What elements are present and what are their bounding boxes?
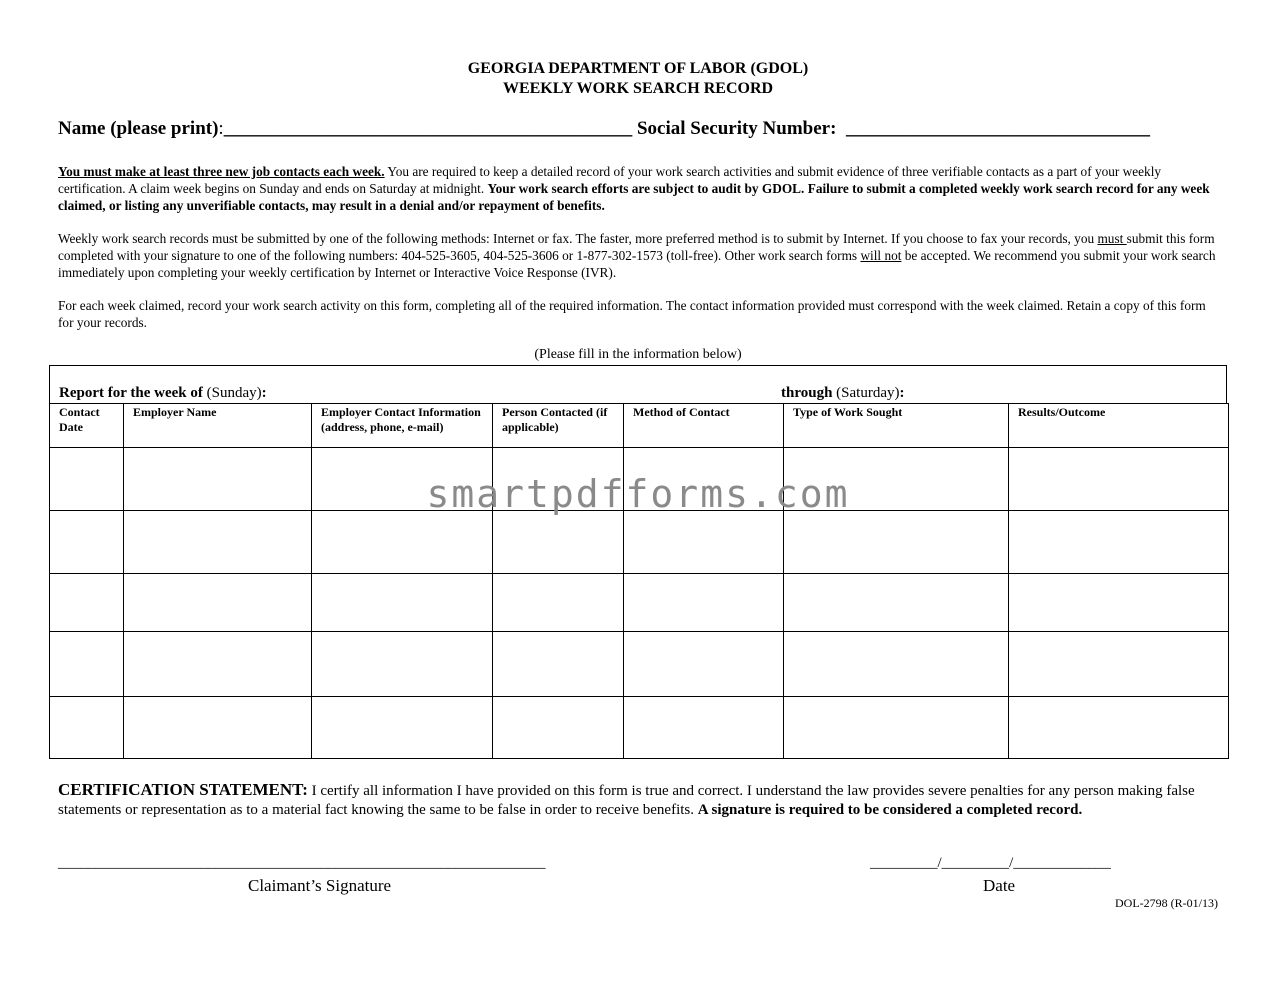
cell-method[interactable] — [624, 511, 784, 574]
name-label: Name — [58, 118, 106, 139]
cell-work-type[interactable] — [784, 574, 1009, 632]
will-not-emphasis: will not — [860, 248, 902, 263]
col-employer-contact-info: Employer Contact Information (address, phone, e-mail) — [312, 404, 493, 448]
form-number: DOL-2798 (R-01/13) — [1115, 896, 1218, 910]
col-results-outcome: Results/Outcome — [1009, 404, 1229, 448]
table-row — [50, 511, 1229, 574]
week-end-paren: (Saturday) — [832, 385, 900, 401]
cell-work-type[interactable] — [784, 632, 1009, 697]
cell-employer-contact[interactable] — [312, 511, 493, 574]
instructions-paragraph-1 — [58, 163, 1223, 214]
form-title-line1: GEORGIA DEPARTMENT OF LABOR (GDOL) — [467, 60, 809, 77]
cell-employer-name[interactable] — [124, 511, 312, 574]
date-label: Date — [983, 876, 1016, 895]
week-end-bold: through — [781, 385, 833, 401]
cell-person-contacted[interactable] — [493, 632, 624, 697]
cell-employer-name[interactable] — [124, 697, 312, 759]
cell-contact-date[interactable] — [50, 632, 124, 697]
name-colon: : — [218, 118, 224, 139]
cell-person-contacted[interactable] — [493, 697, 624, 759]
week-start-label[interactable] — [59, 385, 267, 402]
audit-warning: Your work search efforts are subject to audit by GDOL. Failure to submit a completed weekly work search record for any week claimed, or listing any unverifiable contacts, may result in a denial and/or repayment of benefits. — [58, 181, 1210, 213]
cell-employer-contact[interactable] — [312, 448, 493, 511]
table-row — [50, 632, 1229, 697]
paragraph-2-text-1: Weekly work search records must be submitted by one of the following methods: Internet or fax. The faster, more preferred method is to submit by Internet. If you choose to fax your records, you — [58, 231, 1098, 246]
col-method-of-contact: Method of Contact — [624, 404, 784, 448]
must-emphasis: must — [1097, 231, 1127, 246]
cell-method[interactable] — [624, 448, 784, 511]
paragraph-2-text-2: submit this form completed with your signature to one of the following numbers: 404-525-3605, 404-525-3606 or 1-877-302-1573 (toll-free). Other work search forms — [58, 231, 1215, 263]
week-start-paren: (Sunday) — [202, 385, 262, 401]
cell-result[interactable] — [1009, 574, 1229, 632]
cell-employer-contact[interactable] — [312, 632, 493, 697]
col-contact-date: Contact Date — [50, 404, 124, 448]
cell-result[interactable] — [1009, 448, 1229, 511]
cell-result[interactable] — [1009, 511, 1229, 574]
cell-employer-name[interactable] — [124, 574, 312, 632]
cell-person-contacted[interactable] — [493, 511, 624, 574]
cell-person-contacted[interactable] — [493, 574, 624, 632]
cell-contact-date[interactable] — [50, 448, 124, 511]
table-header-row — [50, 404, 1229, 448]
cell-contact-date[interactable] — [50, 511, 124, 574]
cell-contact-date[interactable] — [50, 697, 124, 759]
paragraph-1-text: You are required to keep a detailed record of your work search activities and submit evidence of three verifiable contacts as a part of your weekly certification. A claim week begins on Sunday and ends on Saturday at midnight. — [58, 164, 1162, 196]
instructions-paragraph-2 — [58, 230, 1223, 281]
certification-text: I certify all information I have provided on this form is true and correct. I understand the law provides severe penalties for any person making false statements or representation as to a material fact knowing the same to be false in order to receive benefits. — [58, 783, 1195, 818]
certification-statement — [58, 780, 1223, 820]
cell-employer-contact[interactable] — [312, 697, 493, 759]
cell-result[interactable] — [1009, 697, 1229, 759]
watermark-text: smartpdfforms.com — [426, 472, 850, 516]
signature-field[interactable]: _________________________________________________________________ — [58, 855, 546, 871]
ssn-field[interactable]: ________________________________ — [845, 118, 1150, 139]
signature-requirement: A signature is required to be considered a completed record. — [697, 802, 1083, 818]
col-type-of-work: Type of Work Sought — [784, 404, 1009, 448]
week-end-colon: : — [899, 385, 905, 401]
col-person-contacted: Person Contacted (if applicable) — [493, 404, 624, 448]
cell-employer-name[interactable] — [124, 448, 312, 511]
cell-work-type[interactable] — [784, 697, 1009, 759]
cell-work-type[interactable] — [784, 511, 1009, 574]
name-ssn-row — [58, 118, 1150, 140]
cell-person-contacted[interactable] — [493, 448, 624, 511]
week-end-label[interactable] — [781, 385, 904, 402]
date-field[interactable]: _________/_________/_____________ — [870, 855, 1111, 871]
signature-label: Claimant’s Signature — [248, 876, 392, 895]
cell-result[interactable] — [1009, 632, 1229, 697]
instructions-paragraph-3: For each week claimed, record your work search activity on this form, completing all of the required information. The contact information provided must correspond with the week claimed. Retain a copy of this form for your records. — [58, 298, 1206, 330]
cell-contact-date[interactable] — [50, 574, 124, 632]
form-title-line2: WEEKLY WORK SEARCH RECORD — [502, 80, 774, 97]
table-row — [50, 697, 1229, 759]
table-row — [50, 448, 1229, 511]
paragraph-2-text-3: be accepted. We recommend you submit your work search immediately upon completing your weekly certification by Internet or Interactive Voice Response (IVR). — [58, 248, 1216, 280]
week-start-colon: : — [261, 385, 267, 401]
cell-employer-name[interactable] — [124, 632, 312, 697]
cell-work-type[interactable] — [784, 448, 1009, 511]
certification-heading: CERTIFICATION STATEMENT: — [58, 780, 308, 799]
fill-in-note: (Please fill in the information below) — [534, 347, 742, 362]
name-hint: (please print) — [110, 118, 219, 139]
cell-method[interactable] — [624, 632, 784, 697]
three-contacts-requirement: You must make at least three new job contacts each week. — [58, 164, 385, 179]
work-search-table — [49, 403, 1229, 759]
cell-employer-contact[interactable] — [312, 574, 493, 632]
report-week-box — [49, 365, 1227, 403]
week-start-bold: Report for the week of — [59, 385, 203, 401]
cell-method[interactable] — [624, 697, 784, 759]
name-field[interactable]: ___________________________________________ — [223, 118, 633, 139]
col-employer-name: Employer Name — [124, 404, 312, 448]
ssn-label: Social Security Number: — [636, 118, 837, 139]
table-row — [50, 574, 1229, 632]
cell-method[interactable] — [624, 574, 784, 632]
